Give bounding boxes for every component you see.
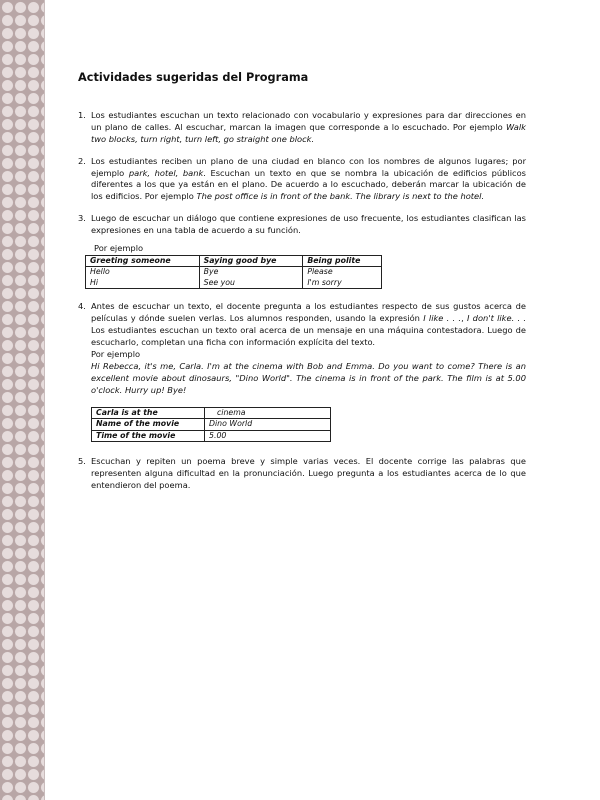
example-label: Por ejemplo	[94, 243, 144, 254]
expressions-table	[85, 255, 382, 290]
table-row	[86, 278, 382, 289]
table-cell: 5.00	[205, 430, 331, 442]
activity-1	[78, 110, 526, 146]
example-text: Walk two blocks, turn right, turn left, go straight one block.	[91, 121, 526, 144]
decorative-side-strip	[0, 0, 44, 800]
table-row	[86, 267, 382, 278]
table-cell: cinema	[205, 407, 331, 419]
activity-text: Antes de escuchar un texto, el docente pregunta a los estudiantes respecto de sus gustos acerca de películas y dónde suelen verlas. Los alumnos responden, usando la expresión I like . . ., I don't like. . . Los estudiantes escuchan un texto oral acerca de un mensaje en una máquina contestadora. Luego de escucharlo, completan una ficha con información explícita del texto.	[91, 301, 527, 348]
activity-4	[78, 301, 526, 442]
activity-number: 5.	[78, 456, 86, 467]
table-row	[92, 419, 331, 431]
table-cell: Carla is at the	[92, 407, 205, 419]
table-cell: Bye	[199, 267, 303, 278]
answering-machine-message: Hi Rebecca, it's me, Carla. I'm at the cinema with Bob and Emma. Do you want to come? There is an excellent movie about dinosaurs, "Dino World". The cinema is in front of the park. The film is at 5.00 o'clock. Hurry up! Bye!	[91, 361, 526, 395]
expression-dislike: I don't like. . .	[466, 313, 527, 324]
activity-text: Los estudiantes escuchan un texto relacionado con vocabulario y expresiones para dar direcciones en un plano de calles. Al escuchar, marcan la imagen que corresponde a lo escuchado. Por ejemplo Walk two blocks, turn right, turn left, go straight one block.	[91, 109, 526, 144]
activity-text: Escuchan y repiten un poema breve y simple varias veces. El docente corrige las palabras que representen alguna dificultad en la pronunciación. Luego pregunta a los estudiantes acerca de lo que entendieron del poema.	[91, 456, 526, 491]
table-header: Being polite	[303, 255, 382, 267]
activity-text: Luego de escuchar un diálogo que contiene expresiones de uso frecuente, los estudiantes clasifican las expresiones en una tabla de acuerdo a su función.	[91, 213, 526, 236]
movie-info-table	[91, 407, 331, 443]
activity-number: 3.	[78, 213, 86, 224]
activity-2	[78, 156, 526, 204]
example-label: Por ejemplo	[91, 349, 141, 360]
table-cell: Hello	[86, 267, 200, 278]
table-header-row	[86, 255, 382, 267]
table-row	[92, 430, 331, 442]
table-cell: Please	[303, 267, 382, 278]
expression-like: I like . . .	[423, 313, 462, 324]
table-cell: Time of the movie	[92, 430, 205, 442]
table-cell: Name of the movie	[92, 419, 205, 431]
table-cell: Hi	[86, 278, 200, 289]
activity-5	[78, 456, 526, 492]
table-header: Greeting someone	[86, 255, 200, 267]
activity-number: 1.	[78, 109, 86, 120]
table-cell: See you	[199, 278, 303, 289]
page-title: Actividades sugeridas del Programa	[78, 71, 309, 84]
strip-divider	[44, 0, 45, 800]
table-cell: I'm sorry	[303, 278, 382, 289]
example-text: The post office is in front of the bank. The library is next to the hotel.	[196, 191, 485, 202]
activity-3	[78, 213, 526, 237]
activity-number: 4.	[78, 301, 86, 312]
activity-text: Los estudiantes reciben un plano de una ciudad en blanco con los nombres de algunos lugares; por ejemplo park, hotel, bank. Escuchan un texto en que se nombra la ubicación de edificios públicos diferentes a los que ya están en el plano. De acuerdo a lo escuchado, deberán marcar la ubicación de los edificios. Por ejemplo The post office is in front of the bank. The library is next to the hotel.	[91, 155, 526, 202]
table-row	[92, 407, 331, 419]
places-text: park, hotel, bank	[128, 167, 204, 178]
table-header: Saying good bye	[199, 255, 303, 267]
activity-number: 2.	[78, 155, 86, 166]
page-content	[78, 72, 526, 502]
table-cell: Dino World	[205, 419, 331, 431]
